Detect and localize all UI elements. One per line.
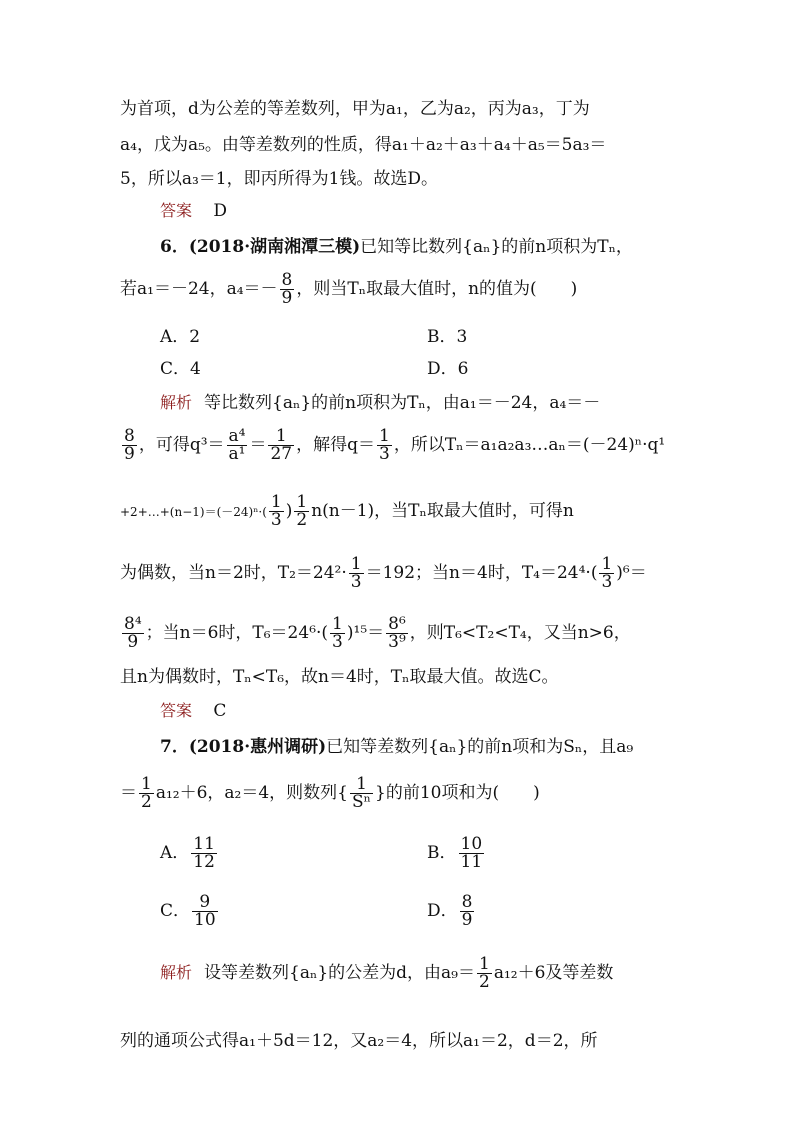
question-source: (2018·惠州调研) (188, 737, 327, 757)
option-d: D．6 (427, 359, 469, 379)
answer-label: 答案 (160, 701, 193, 720)
question-7-line2 (120, 776, 540, 811)
fraction (122, 428, 137, 463)
numerator: 1 (270, 492, 282, 512)
solution-text: 等比数列{aₙ}的前n项积为Tₙ，由a₁＝－24，a₄＝－ (204, 393, 601, 413)
question-stem: 若a₁＝－24，a₄＝－ (120, 279, 278, 299)
question-stem: }的前10项和为( ) (375, 783, 540, 803)
denominator: 2 (478, 972, 490, 992)
numerator: 8 (124, 426, 135, 446)
solution-text: 设等差数列{aₙ}的公差为d，由a₉＝ (204, 963, 475, 983)
text-line: a₄，戊为a₅。由等差数列的性质，得a₁＋a₂＋a₃＋a₄＋a₅＝5a₃＝ (120, 135, 607, 155)
solution-text: ，则T₆<T₂<T₄，又当n>6， (409, 623, 631, 643)
solution-text: )⁶＝ (616, 563, 647, 583)
numerator: 1 (268, 428, 294, 446)
solution-6-line5 (120, 616, 631, 651)
solution-text: ＝ (249, 435, 267, 455)
question-stem: ，则当Tₙ取最大值时，n的值为( ) (296, 279, 578, 299)
option-letter: D． (427, 901, 458, 921)
numerator: 8 (281, 270, 293, 290)
denominator: 11 (460, 852, 483, 872)
solution-6-line3 (120, 494, 574, 529)
fraction (294, 494, 309, 529)
denominator: 2 (296, 510, 308, 530)
option-letter: A． (160, 843, 190, 863)
fraction (350, 776, 373, 811)
question-stem: ＝ (120, 783, 137, 803)
option-letter: C． (160, 901, 191, 921)
fraction (191, 836, 217, 871)
fraction (386, 616, 408, 651)
question-stem: 已知等比数列{aₙ}的前n项积为Tₙ， (360, 237, 633, 257)
solution-text: ；当n＝6时，T₆＝24⁶·( (145, 623, 329, 643)
question-stem: a₁₂＋6，a₂＝4，则数列{ (155, 783, 348, 803)
solution-text: ＝192；当n＝4时，T₄＝24⁴·( (365, 563, 598, 583)
denominator: 9 (461, 910, 473, 930)
answer-label: 答案 (160, 201, 193, 220)
denominator: 3 (379, 444, 390, 464)
numerator: 1 (350, 554, 362, 574)
numerator: 1 (332, 614, 343, 634)
solution-text: ，所以Tₙ＝a₁a₂a₃…aₙ＝(－24)ⁿ·q¹ (393, 435, 666, 455)
option-a (160, 836, 219, 871)
question-number: 7． (160, 737, 189, 757)
question-6-line1 (160, 236, 633, 258)
solution-text: ，解得q＝ (296, 435, 376, 455)
fraction (377, 428, 392, 463)
solution-6-line6: 且n为偶数时，Tₙ<T₆，故n＝4时，Tₙ取最大值。故选C。 (120, 667, 559, 687)
solution-7-line2: 列的通项公式得a₁＋5d＝12，又a₂＝4，所以a₁＝2，d＝2，所 (120, 1031, 598, 1051)
denominator: a¹ (228, 444, 246, 464)
denominator: 12 (193, 852, 215, 872)
solution-text: )¹⁵＝ (346, 623, 385, 643)
question-number: 6． (160, 237, 189, 257)
denominator: 9 (124, 444, 135, 464)
denominator: 9 (281, 288, 293, 308)
numerator: 8⁴ (124, 614, 142, 634)
numerator: 8 (461, 892, 473, 912)
solution-text: 为偶数，当n＝2时，T₂＝24²· (120, 563, 347, 583)
question-stem: 已知等差数列{aₙ}的前n项和为Sₙ，且a₉ (326, 737, 634, 757)
denominator: 2 (141, 792, 152, 812)
fraction (269, 494, 284, 529)
option-c (160, 894, 220, 929)
denominator: 3 (601, 572, 613, 592)
fraction (459, 836, 485, 871)
answer-row (160, 200, 227, 222)
solution-text: ，可得q³＝ (138, 435, 225, 455)
denominator: Sⁿ (352, 792, 372, 812)
text-line: 5，所以a₃＝1，即丙所得为1钱。故选D。 (120, 169, 439, 189)
fraction (227, 428, 248, 463)
numerator: 1 (296, 492, 308, 512)
option-b: B．3 (427, 327, 468, 347)
fraction (139, 776, 154, 811)
denominator: 9 (127, 632, 139, 652)
solution-text: n(n－1)，当Tₙ取最大值时，可得n (311, 501, 574, 521)
numerator: 11 (193, 834, 215, 854)
fraction (192, 894, 218, 929)
option-letter: B． (427, 843, 457, 863)
question-7-line1 (160, 736, 633, 758)
denominator: 3 (350, 572, 362, 592)
denominator: 10 (194, 910, 216, 930)
text-line: 为首项，d为公差的等差数列，甲为a₁，乙为a₂，丙为a₃，丁为 (120, 99, 590, 119)
option-b (427, 836, 486, 871)
solution-text: ) (285, 501, 293, 521)
option-d (427, 894, 476, 929)
solution-text: +2+…+(n−1)＝(－24)ⁿ·( (120, 505, 267, 519)
solution-label: 解析 (160, 393, 193, 412)
fraction (280, 272, 295, 307)
fraction (122, 616, 144, 651)
solution-7-line1 (160, 956, 613, 991)
denominator: 27 (270, 444, 293, 464)
solution-text: a₁₂＋6及等差数 (493, 963, 614, 983)
denominator: 3⁹ (388, 632, 406, 652)
numerator: 10 (460, 834, 483, 854)
numerator: 1 (141, 774, 152, 794)
fraction (268, 428, 294, 463)
denominator: 3 (270, 510, 282, 530)
answer-row (160, 700, 226, 722)
fraction (477, 956, 492, 991)
numerator: 1 (350, 776, 373, 794)
numerator: 8⁶ (388, 614, 406, 634)
numerator: 1 (478, 954, 490, 974)
numerator: a⁴ (228, 426, 246, 446)
solution-label: 解析 (160, 963, 193, 982)
fraction (330, 616, 345, 651)
solution-6-line1 (160, 392, 600, 414)
fraction (349, 556, 364, 591)
option-a: A．2 (160, 327, 201, 347)
solution-6-line2 (120, 428, 665, 463)
answer-value: D (213, 201, 228, 221)
fraction (460, 894, 475, 929)
numerator: 9 (192, 894, 218, 912)
solution-6-line4 (120, 556, 647, 591)
question-source: (2018·湖南湘潭三模) (188, 237, 361, 257)
option-c: C．4 (160, 359, 201, 379)
denominator: 3 (332, 632, 343, 652)
question-6-line2 (120, 272, 577, 307)
answer-value: C (213, 701, 227, 721)
numerator: 1 (601, 554, 613, 574)
numerator: 1 (379, 426, 390, 446)
fraction (599, 556, 614, 591)
